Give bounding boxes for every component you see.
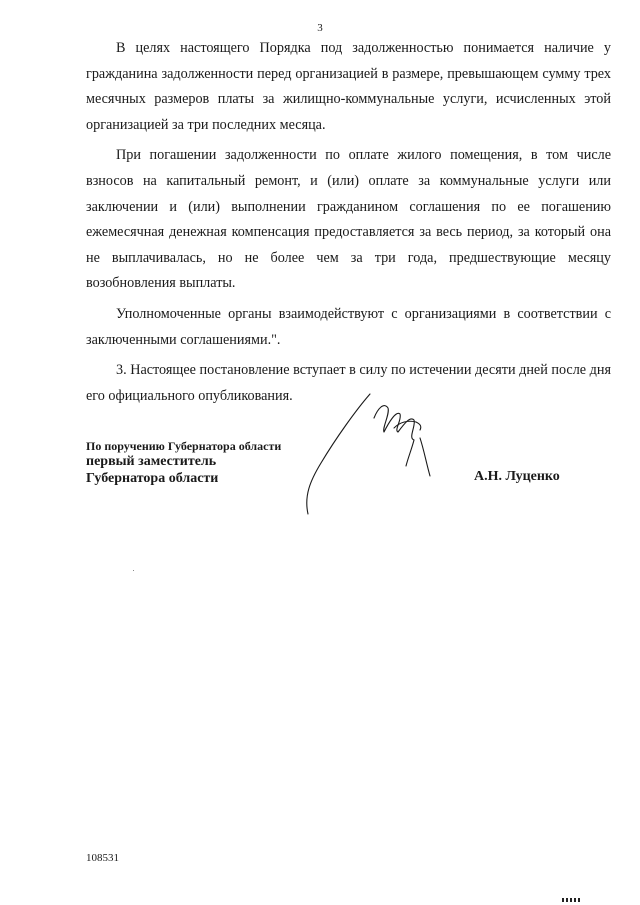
page-number: 3 xyxy=(317,22,323,34)
signature-line-by-order: По поручению Губернатора области xyxy=(86,439,282,453)
document-body xyxy=(86,36,611,409)
handwritten-signature-icon xyxy=(296,388,446,520)
paragraph-authorized-bodies: Уполномоченные органы взаимодействуют с организациями в соответствии с заключенными соглашениями.". xyxy=(86,305,611,348)
signature-line-position: первый заместитель xyxy=(86,454,217,469)
paragraph-debt-definition: В целях настоящего Порядка под задолженностью понимается наличие у гражданина задолженности перед организацией в размере, превышающем сумму трех месячных размеров платы за жилищно-коммунальные услуги, исчисленных этой организацией за три последних месяца. xyxy=(86,40,611,133)
paragraph-entry-into-force: 3. Настоящее постановление вступает в силу по истечении десяти дней после дня его официального опубликования. xyxy=(86,362,611,404)
scan-marks xyxy=(562,898,582,902)
signature-line-office: Губернатора области xyxy=(86,470,219,486)
signer-name: А.Н. Луценко xyxy=(474,469,560,484)
paragraph-debt-repayment: При погашении задолженности по оплате жилого помещения, в том числе взносов на капитальный ремонт, и (или) оплате за коммунальные услуги или заключении и (или) выполнении гражданином соглашения по ее погашению ежемесячная денежная компенсация предоставляется за весь период, за который она не выплачивалась, но не более чем за три года, предшествующие месяцу возобновления выплаты. xyxy=(86,147,611,292)
document-code: 108531 xyxy=(86,852,119,864)
scan-speck xyxy=(133,570,134,571)
